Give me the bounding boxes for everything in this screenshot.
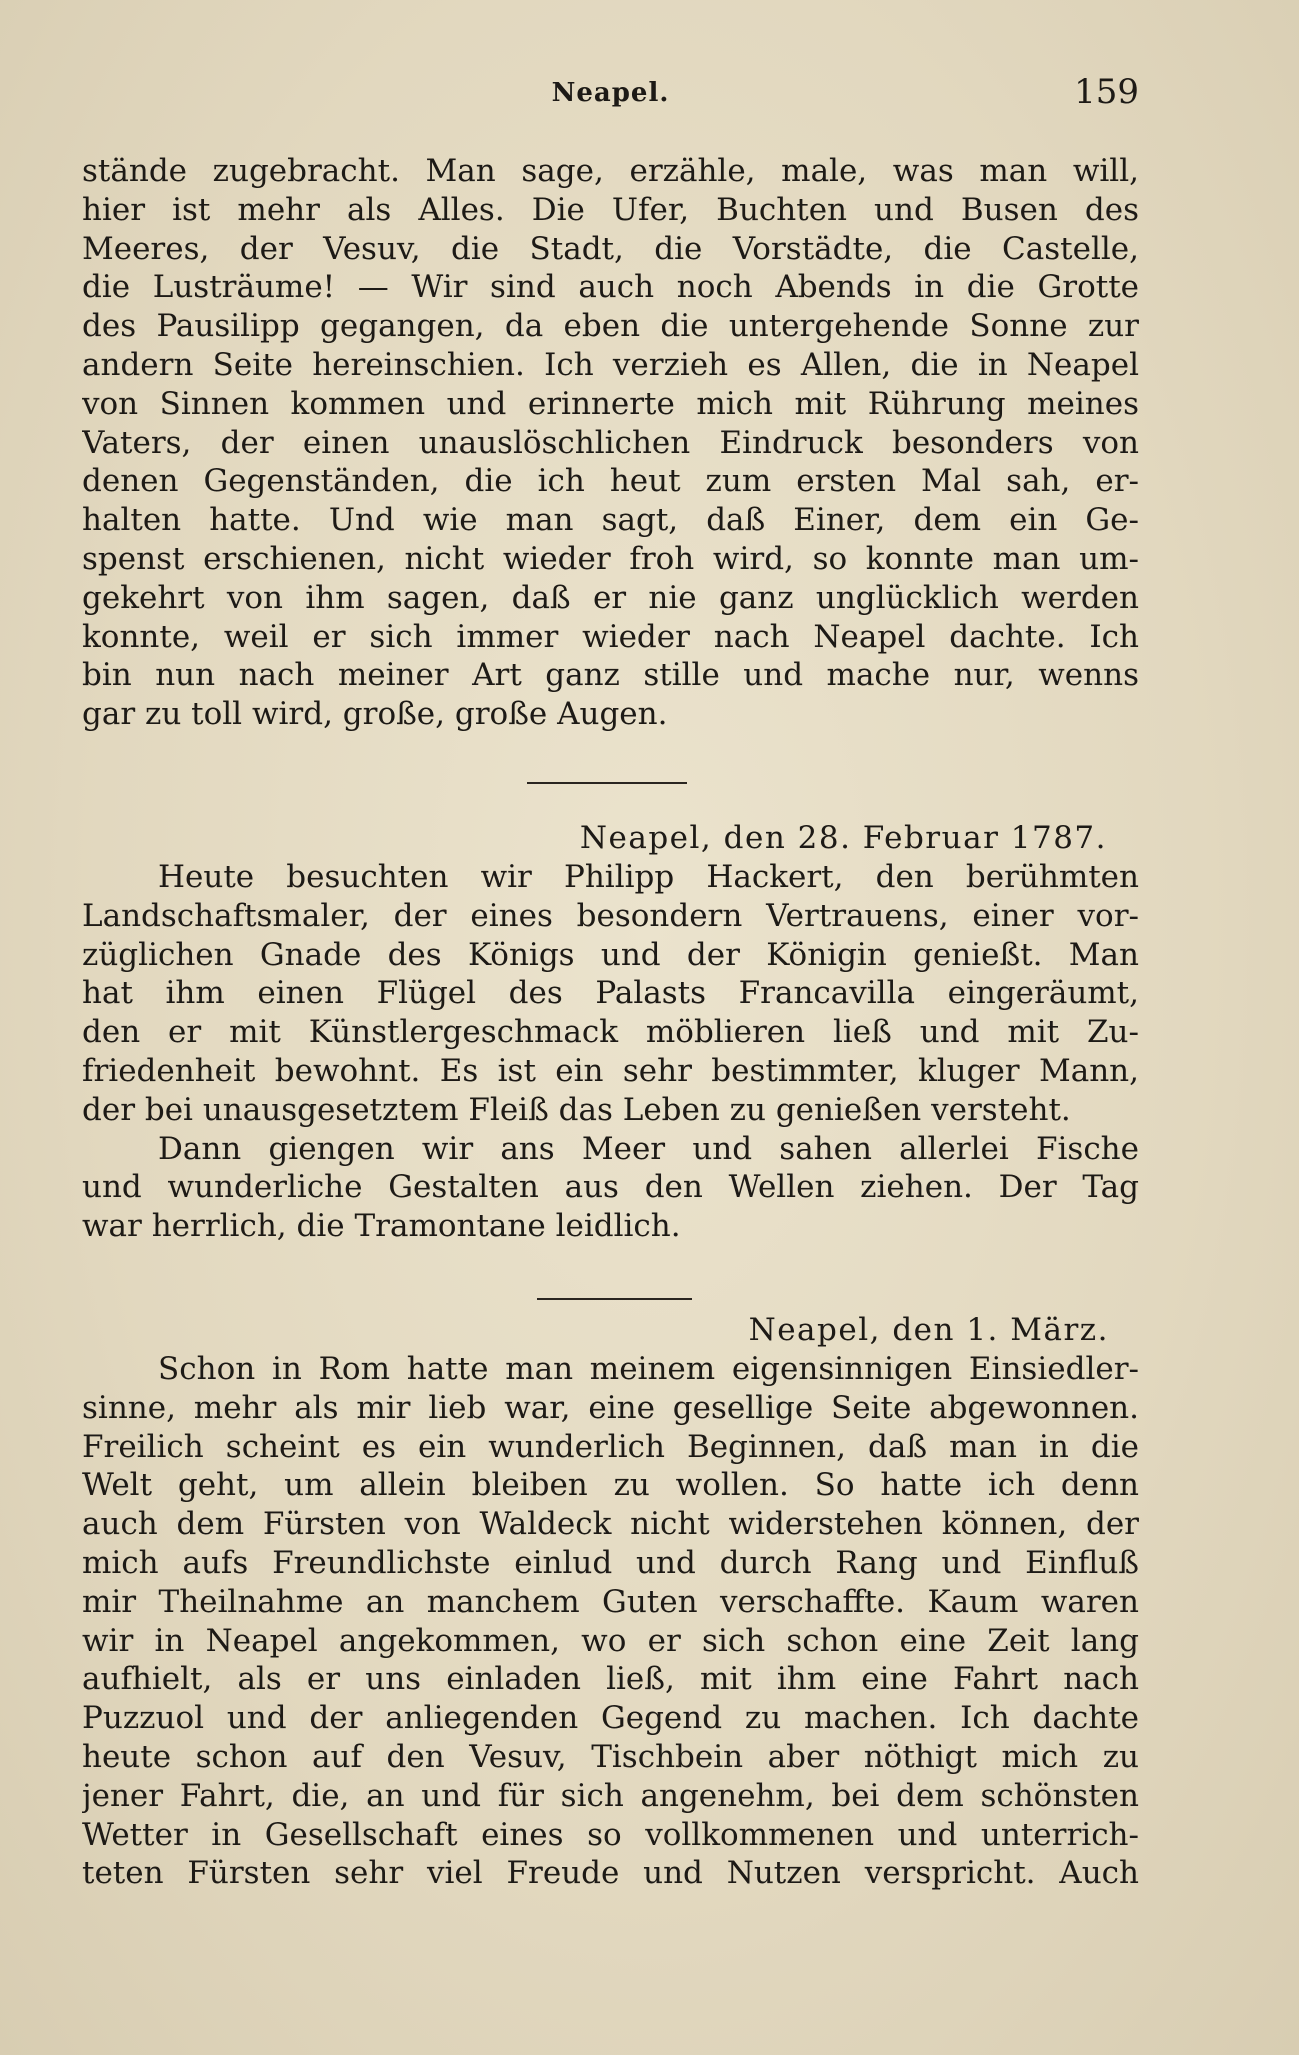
text-line: der bei unausgesetztem Fleiß das Leben zu genießen versteht. — [82, 1091, 1071, 1128]
text-line: und wunderliche Gestalten aus den Wellen ziehen. Der Tag — [82, 1169, 1139, 1206]
text-line: auch dem Fürsten von Waldeck nicht widerstehen können, der — [82, 1506, 1139, 1543]
running-head: Neapel. — [551, 78, 670, 108]
text-line: Meeres, der Vesuv, die Stadt, die Vorstädte, die Castelle, — [82, 230, 1139, 267]
text-line: Puzzuol und der anliegenden Gegend zu machen. Ich dachte — [82, 1700, 1139, 1737]
text-line: Welt geht, um allein bleiben zu wollen. So hatte ich denn — [82, 1467, 1139, 1504]
text-line: aufhielt, als er uns einladen ließ, mit ihm eine Fahrt nach — [82, 1661, 1139, 1698]
section-divider — [527, 782, 687, 784]
text-line: von Sinnen kommen und erinnerte mich mit Rührung meines — [82, 385, 1139, 422]
page-header — [82, 72, 1139, 122]
entry-dateline: Neapel, den 1. März. — [748, 1312, 1109, 1348]
text-line: friedenheit bewohnt. Es ist ein sehr bestimmter, kluger Mann, — [82, 1052, 1139, 1089]
text-line: denen Gegenständen, die ich heut zum ersten Mal sah, er- — [82, 463, 1139, 500]
text-line: Dann giengen wir ans Meer und sahen allerlei Fische — [158, 1130, 1139, 1167]
page-number: 159 — [1074, 72, 1139, 112]
text-line: Heute besuchten wir Philipp Hackert, den berühmten — [158, 859, 1139, 895]
text-line: stände zugebracht. Man sage, erzähle, male, was man will, — [82, 153, 1139, 189]
text-line: heute schon auf den Vesuv, Tischbein aber nöthigt mich zu — [82, 1738, 1139, 1775]
text-line: Schon in Rom hatte man meinem eigensinnigen Einsiedler- — [158, 1351, 1139, 1387]
entry-dateline: Neapel, den 28. Februar 1787. — [579, 820, 1107, 856]
text-line: hat ihm einen Flügel des Palasts Francavilla eingeräumt, — [82, 975, 1139, 1012]
text-line: gekehrt von ihm sagen, daß er nie ganz unglücklich werden — [82, 579, 1139, 616]
diary-entry-feb-28 — [82, 818, 1139, 1246]
text-line: bin nun nach meiner Art ganz stille und mache nur, wenns — [82, 657, 1139, 694]
text-line: die Lusträume! — Wir sind auch noch Abends in die Grotte — [82, 269, 1139, 306]
diary-entry-mar-1 — [82, 1310, 1139, 1893]
text-line: spenst erschienen, nicht wieder froh wird, so konnte man um- — [82, 540, 1139, 577]
paragraph-continuation — [82, 152, 1139, 734]
text-line: hier ist mehr als Alles. Die Ufer, Buchten und Busen des — [82, 191, 1139, 228]
text-line: des Pausilipp gegangen, da eben die untergehende Sonne zur — [82, 308, 1139, 345]
text-line: den er mit Künstlergeschmack möblieren ließ und mit Zu- — [82, 1014, 1139, 1051]
text-line: Freilich scheint es ein wunderlich Beginnen, daß man in die — [82, 1428, 1139, 1465]
text-line: wir in Neapel angekommen, wo er sich schon eine Zeit lang — [82, 1622, 1139, 1659]
text-line: andern Seite hereinschien. Ich verzieh es Allen, die in Neapel — [82, 346, 1139, 383]
text-line: sinne, mehr als mir lieb war, eine gesellige Seite abgewonnen. — [82, 1389, 1139, 1426]
text-line: teten Fürsten sehr viel Freude und Nutzen verspricht. Auch — [82, 1855, 1139, 1892]
text-line: konnte, weil er sich immer wieder nach Neapel dachte. Ich — [82, 618, 1139, 655]
text-line: Wetter in Gesellschaft eines so vollkommenen und unterrich- — [82, 1816, 1139, 1853]
text-line: Landschaftsmaler, der eines besondern Vertrauens, einer vor- — [82, 897, 1139, 934]
text-line: halten hatte. Und wie man sagt, daß Einer, dem ein Ge- — [82, 502, 1139, 539]
text-line: züglichen Gnade des Königs und der Königin genießt. Man — [82, 936, 1139, 973]
text-line: mich aufs Freundlichste einlud und durch Rang und Einfluß — [82, 1544, 1139, 1581]
text-line: gar zu toll wird, große, große Augen. — [82, 696, 668, 733]
text-line: Vaters, der einen unauslöschlichen Eindruck besonders von — [82, 424, 1139, 461]
section-divider — [537, 1298, 692, 1300]
text-line: war herrlich, die Tramontane leidlich. — [82, 1208, 681, 1245]
text-line: jener Fahrt, die, an und für sich angenehm, bei dem schönsten — [82, 1777, 1139, 1814]
text-line: mir Theilnahme an manchem Guten verschaffte. Kaum waren — [82, 1583, 1139, 1620]
